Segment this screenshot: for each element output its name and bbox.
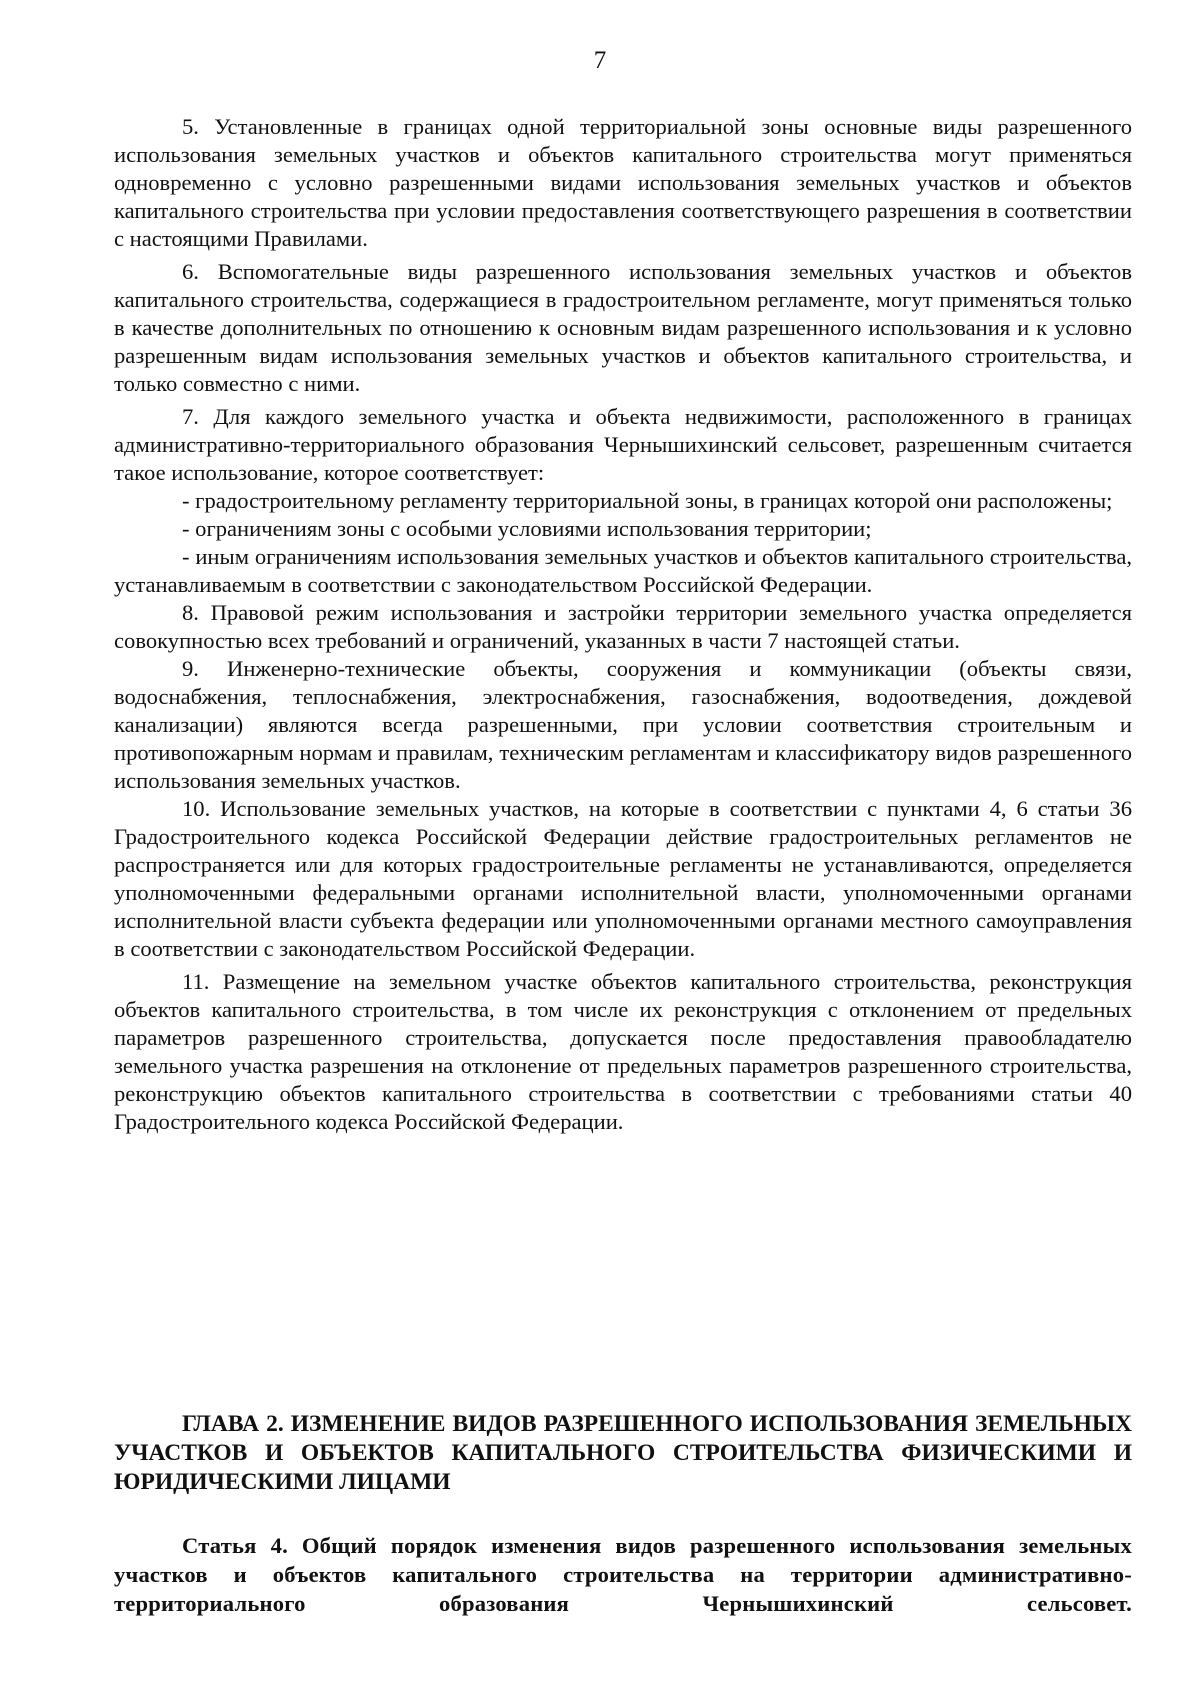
paragraph-item-7: 7. Для каждого земельного участка и объекта недвижимости, расположенного в границах административно-территориального образования Чернышихинский сельсовет, разрешенным считается такое использование, которое соответствует: — [114, 404, 1132, 485]
paragraph-item-8: 8. Правовой режим использования и застройки территории земельного участка определяется совокупностью всех требований и ограничений, указанных в части 7 настоящей статьи. — [114, 600, 1132, 653]
paragraph-item-9: 9. Инженерно-технические объекты, сооружения и коммуникации (объекты связи, водоснабжения, теплоснабжения, электроснабжения, газоснабжения, водоотведения, дождевой канализации) являются всегда разрешенными, при условии соответствия строительным и противопожарным нормам и правилам, техническим регламентам и классификатору видов разрешенного использования земельных участков. — [114, 656, 1132, 793]
list-item-zone-restrictions: - ограничениям зоны с особыми условиями использования территории; — [182, 516, 872, 541]
body-text — [114, 113, 1132, 1136]
paragraph-item-5: 5. Установленные в границах одной территориальной зоны основные виды разрешенного использования земельных участков и объектов капитального строительства могут применяться одновременно с условно разрешенными видами использования земельных участков и объектов капитального строительства при условии предоставления соответствующего разрешения в соответствии с настоящими Правилами. — [114, 114, 1132, 251]
paragraph-item-10: 10. Использование земельных участков, на которые в соответствии с пунктами 4, 6 статьи 36 Градостроительного кодекса Российской Федерации действие градостроительных регламентов не распространяется или для которых градостроительные регламенты не устанавливаются, определяется уполномоченными федеральными органами исполнительной власти, уполномоченными органами исполнительной власти субъекта федерации или уполномоченными органами местного самоуправления в соответствии с законодательством Российской Федерации. — [114, 796, 1132, 961]
list-item-other-restrictions: - иным ограничениям использования земельных участков и объектов капитального строительства, устанавливаемым в соответствии с законодательством Российской Федерации. — [114, 544, 1132, 597]
paragraph-item-11: 11. Размещение на земельном участке объектов капитального строительства, реконструкция объектов капитального строительства, в том числе их реконструкция с отклонением от предельных параметров разрешенного строительства, допускается после предоставления правообладателю земельного участка разрешения на отклонение от предельных параметров разрешенного строительства, реконструкцию объектов капитального строительства в соответствии с требованиями статьи 40 Градостроительного кодекса Российской Федерации. — [114, 969, 1132, 1134]
chapter-heading: ГЛАВА 2. ИЗМЕНЕНИЕ ВИДОВ РАЗРЕШЕННОГО ИСПОЛЬЗОВАНИЯ ЗЕМЕЛЬНЫХ УЧАСТКОВ И ОБЪЕКТОВ КАПИТАЛЬНОГО СТРОИТЕЛЬСТВА ФИЗИЧЕСКИМИ И ЮРИДИЧЕСКИМИ ЛИЦАМИ — [114, 1411, 1132, 1495]
article-heading: Статья 4. Общий порядок изменения видов разрешенного использования земельных участков и объектов капитального строительства на территории административно-территориального образования Чернышихинский сельсовет. — [114, 1533, 1132, 1616]
list-item-regulation: - градостроительному регламенту территориальной зоны, в границах которой они расположены; — [182, 488, 1113, 513]
page-number: 7 — [593, 47, 607, 74]
paragraph-item-6: 6. Вспомогательные виды разрешенного использования земельных участков и объектов капитального строительства, содержащиеся в градостроительном регламенте, могут применяться только в качестве дополнительных по отношению к основным видам разрешенного использования и к условно разрешенным видам использования земельных участков и объектов капитального строительства, и только совместно с ними. — [114, 259, 1132, 396]
